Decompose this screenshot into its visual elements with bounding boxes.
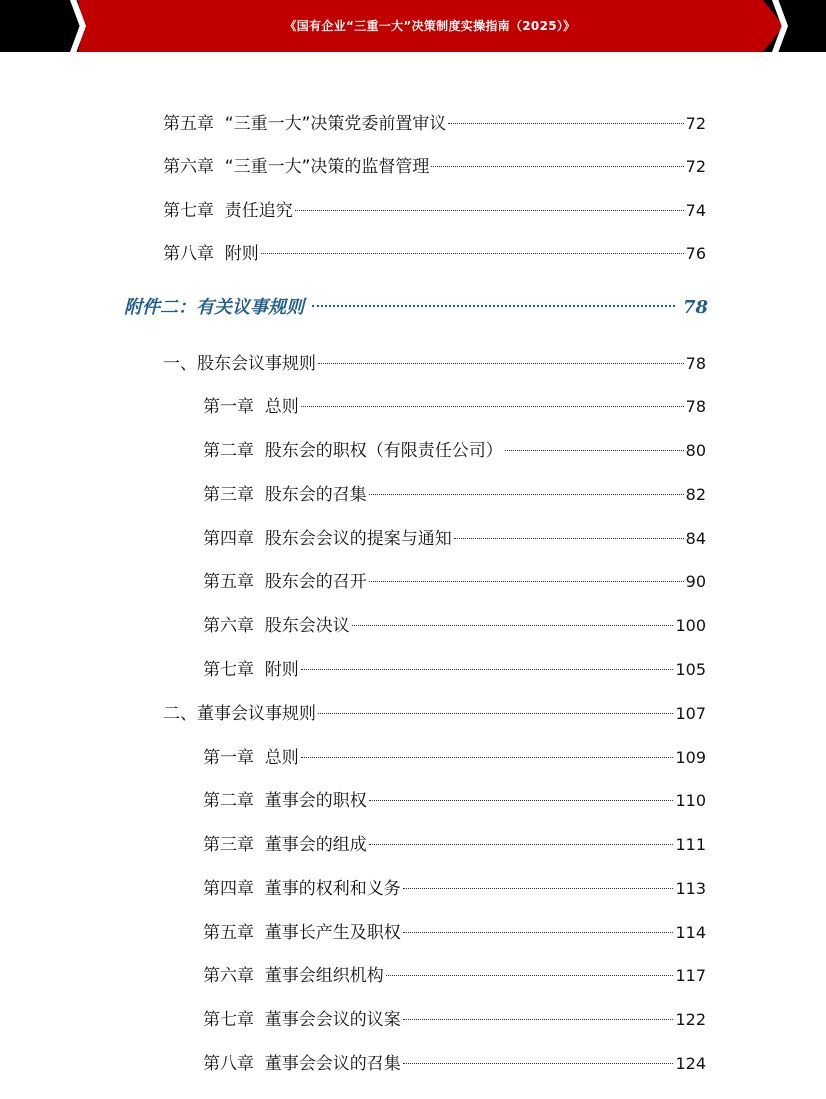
toc-entry-page: 84	[685, 529, 706, 548]
dot-leader	[369, 800, 674, 801]
toc-entry-page: 105	[675, 660, 706, 679]
toc-entry-page: 113	[675, 879, 706, 898]
toc-entry-label: 第三章 股东会的召集	[203, 485, 367, 505]
document-title: 《国有企业“三重一大”决策制度实操指南（2025）》	[284, 19, 576, 33]
toc-entry[interactable]	[203, 789, 706, 813]
toc-entry[interactable]	[163, 155, 706, 179]
dot-leader	[261, 253, 684, 254]
toc-entry-label: 第八章 附则	[163, 244, 259, 264]
page-header	[0, 0, 826, 52]
dot-leader	[448, 123, 683, 124]
toc-entry-label: 第七章 责任追究	[163, 201, 293, 221]
dot-leader	[295, 210, 684, 211]
toc-entry[interactable]	[203, 833, 706, 857]
toc-entry[interactable]	[203, 1008, 706, 1032]
toc-entry-label: 第六章 “三重一大”决策的监督管理	[163, 157, 430, 177]
toc-entry-page: 124	[675, 1054, 706, 1073]
toc-entry-page: 110	[675, 791, 706, 810]
dot-leader	[352, 625, 674, 626]
toc-entry-page: 72	[685, 114, 706, 133]
toc-entry[interactable]	[203, 1052, 706, 1076]
toc-entry[interactable]	[203, 921, 706, 945]
dot-leader	[403, 1063, 674, 1064]
toc-entry[interactable]	[203, 877, 706, 901]
dot-leader	[403, 1019, 674, 1020]
toc-entry-page: 76	[685, 244, 706, 263]
toc-entry-label: 第五章 董事长产生及职权	[203, 923, 401, 943]
dot-leader	[386, 975, 674, 976]
dot-leader	[301, 669, 674, 670]
toc-appendix-entry[interactable]	[124, 296, 708, 320]
toc-entry[interactable]	[203, 439, 706, 463]
toc-entry[interactable]	[163, 199, 706, 223]
toc-entry[interactable]	[163, 112, 706, 136]
toc-entry-label: 一、股东会议事规则	[163, 354, 316, 374]
toc-appendix-label: 附件二：有关议事规则	[124, 297, 304, 318]
toc-entry[interactable]	[163, 242, 706, 266]
dot-leader	[369, 494, 684, 495]
toc-entry-page: 78	[685, 354, 706, 373]
toc-entry[interactable]	[203, 483, 706, 507]
toc-entry-page: 109	[675, 748, 706, 767]
dot-leader	[369, 581, 684, 582]
toc-entry-label: 第八章 董事会会议的召集	[203, 1054, 401, 1074]
dot-leader	[454, 538, 684, 539]
toc-entry-label: 第六章 董事会组织机构	[203, 966, 384, 986]
toc-entry-page: 90	[685, 572, 706, 591]
toc-entry-page: 80	[685, 441, 706, 460]
toc-entry[interactable]	[203, 658, 706, 682]
toc-entry[interactable]	[203, 395, 706, 419]
toc-entry-label: 第三章 董事会的组成	[203, 835, 367, 855]
dot-leader	[301, 406, 684, 407]
toc-entry-label: 第六章 股东会决议	[203, 616, 350, 636]
toc-entry-page: 100	[675, 616, 706, 635]
toc-entry[interactable]	[203, 527, 706, 551]
toc-entry-page: 74	[685, 201, 706, 220]
dot-leader	[312, 305, 675, 307]
dot-leader	[431, 166, 683, 167]
toc-entry-page: 122	[675, 1010, 706, 1029]
toc-entry-page: 78	[685, 397, 706, 416]
toc-entry-label: 第一章 总则	[203, 397, 299, 417]
toc-appendix-page: 78	[682, 297, 708, 318]
toc-entry-page: 111	[675, 835, 706, 854]
dot-leader	[403, 932, 674, 933]
toc-entry-label: 第七章 附则	[203, 660, 299, 680]
toc-entry-page: 82	[685, 485, 706, 504]
dot-leader	[318, 363, 684, 364]
toc-entry[interactable]	[203, 570, 706, 594]
toc-entry[interactable]	[163, 702, 706, 726]
toc-entry-page: 117	[675, 966, 706, 985]
toc-entry-label: 第五章 股东会的召开	[203, 572, 367, 592]
toc-entry-label: 第一章 总则	[203, 748, 299, 768]
dot-leader	[301, 757, 674, 758]
toc-entry-label: 第二章 股东会的职权（有限责任公司）	[203, 441, 503, 461]
dot-leader	[403, 888, 674, 889]
toc-entry-page: 114	[675, 923, 706, 942]
toc-entry-label: 第四章 股东会会议的提案与通知	[203, 529, 452, 549]
toc-entry[interactable]	[203, 964, 706, 988]
toc-entry-label: 第二章 董事会的职权	[203, 791, 367, 811]
toc-entry-label: 二、董事会议事规则	[163, 704, 316, 724]
toc-entry[interactable]	[203, 614, 706, 638]
dot-leader	[369, 844, 674, 845]
toc-entry[interactable]	[163, 352, 706, 376]
dot-leader	[505, 450, 684, 451]
toc-entry-page: 72	[685, 157, 706, 176]
toc-entry-page: 107	[675, 704, 706, 723]
toc-entry[interactable]	[203, 746, 706, 770]
toc-entry-label: 第五章 “三重一大”决策党委前置审议	[163, 114, 447, 134]
toc-entry-label: 第四章 董事的权利和义务	[203, 879, 401, 899]
toc-entry-label: 第七章 董事会会议的议案	[203, 1010, 401, 1030]
dot-leader	[318, 713, 673, 714]
